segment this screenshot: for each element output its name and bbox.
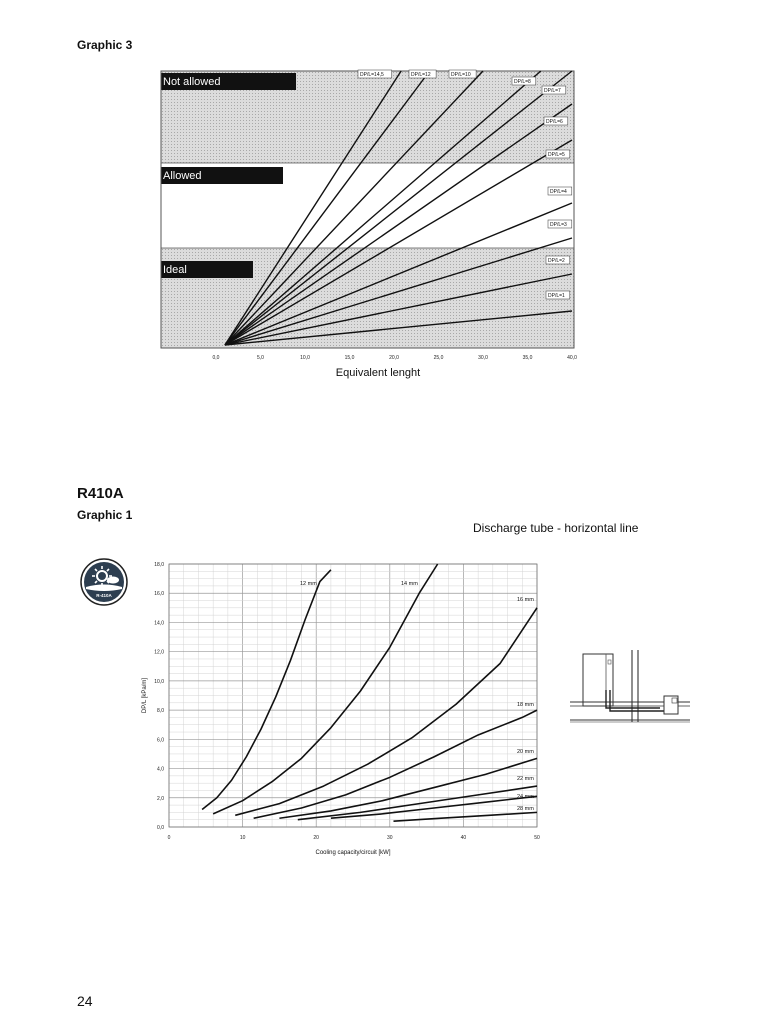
series-label-dp-l-6: DP/L=6 bbox=[546, 119, 563, 125]
series-label-22-mm: 22 mm bbox=[517, 776, 534, 782]
x-tick-label: 20 bbox=[313, 835, 319, 841]
x-tick-label: 35,0 bbox=[522, 355, 533, 361]
series-label-20-mm: 20 mm bbox=[517, 749, 534, 755]
series-line-16-mm bbox=[235, 608, 537, 815]
x-axis-title: Cooling capacity/circuit [kW] bbox=[315, 850, 391, 856]
series-label-dp-l-2: DP/L=2 bbox=[548, 258, 565, 264]
y-axis-title: DP/L [kPa/m] bbox=[142, 677, 148, 714]
page-number: 24 bbox=[77, 993, 93, 1009]
x-tick-label: 0 bbox=[167, 835, 171, 841]
x-tick-label: 50 bbox=[534, 835, 540, 841]
series-label-28-mm: 28 mm bbox=[517, 806, 534, 812]
series-label-dp-l-5: DP/L=5 bbox=[548, 152, 565, 158]
series-label-14-mm: 14 mm bbox=[401, 581, 418, 587]
x-axis-title: Equivalent lenght bbox=[335, 367, 421, 379]
discharge-tube-caption: Discharge tube - horizontal line bbox=[473, 521, 639, 535]
y-tick-label: 6,0 bbox=[157, 737, 164, 744]
discharge-tube-diagram bbox=[568, 650, 692, 725]
x-tick-label: 10,0 bbox=[300, 355, 310, 361]
series-line-14-mm bbox=[213, 564, 437, 814]
zone-label-ideal: Ideal bbox=[163, 264, 187, 276]
series-line-12-mm bbox=[202, 570, 331, 810]
badge-label: R-410A bbox=[96, 593, 112, 598]
pressure-zone-chart bbox=[0, 0, 768, 400]
series-label-12-mm: 12 mm bbox=[300, 581, 317, 587]
y-tick-label: 8,0 bbox=[157, 708, 164, 715]
x-tick-label: 0,0 bbox=[212, 355, 220, 361]
r410a-heading: R410A bbox=[77, 485, 124, 502]
plot-grid bbox=[169, 564, 537, 827]
zone-label-not-allowed: Not allowed bbox=[163, 76, 221, 88]
y-tick-label: 12,0 bbox=[154, 649, 164, 656]
y-tick-label: 18,0 bbox=[154, 562, 164, 568]
graphic1-heading: Graphic 1 bbox=[77, 508, 133, 522]
x-tick-label: 30 bbox=[387, 835, 393, 841]
x-tick-label: 40,0 bbox=[567, 355, 577, 361]
y-tick-label: 14,0 bbox=[154, 620, 164, 627]
series-label-dp-l-8: DP/L=8 bbox=[514, 79, 531, 85]
x-tick-label: 5,0 bbox=[257, 355, 264, 361]
series-label-24-mm: 24 mm bbox=[517, 794, 534, 800]
series-label-dp-l-1: DP/L=1 bbox=[548, 293, 565, 299]
x-tick-label: 15,0 bbox=[344, 355, 355, 361]
series-label-dp-l-7: DP/L=7 bbox=[544, 88, 561, 94]
x-tick-label: 25,0 bbox=[433, 355, 444, 361]
y-tick-label: 2,0 bbox=[157, 795, 164, 802]
y-tick-label: 16,0 bbox=[154, 591, 164, 598]
x-tick-label: 10 bbox=[239, 835, 246, 841]
zone-label-allowed: Allowed bbox=[163, 170, 202, 182]
x-tick-label: 40 bbox=[460, 835, 467, 841]
x-tick-label: 20,0 bbox=[389, 355, 399, 361]
series-label-dp-l-10: DP/L=10 bbox=[451, 72, 471, 78]
series-label-dp-l-3: DP/L=3 bbox=[550, 222, 567, 228]
series-label-18-mm: 18 mm bbox=[517, 702, 534, 708]
y-tick-label: 10,0 bbox=[154, 678, 164, 685]
y-tick-label: 0,0 bbox=[157, 825, 164, 831]
series-label-16-mm: 16 mm bbox=[517, 597, 534, 603]
series-label-dp-l-4: DP/L=4 bbox=[550, 189, 567, 195]
y-tick-label: 4,0 bbox=[157, 766, 164, 773]
series-label-dp-l-14-5: DP/L=14,5 bbox=[360, 72, 384, 78]
series-line-18-mm bbox=[254, 710, 537, 818]
series-label-dp-l-12: DP/L=12 bbox=[411, 72, 431, 78]
graphic3-heading: Graphic 3 bbox=[77, 38, 133, 52]
x-tick-label: 30,0 bbox=[478, 355, 488, 361]
